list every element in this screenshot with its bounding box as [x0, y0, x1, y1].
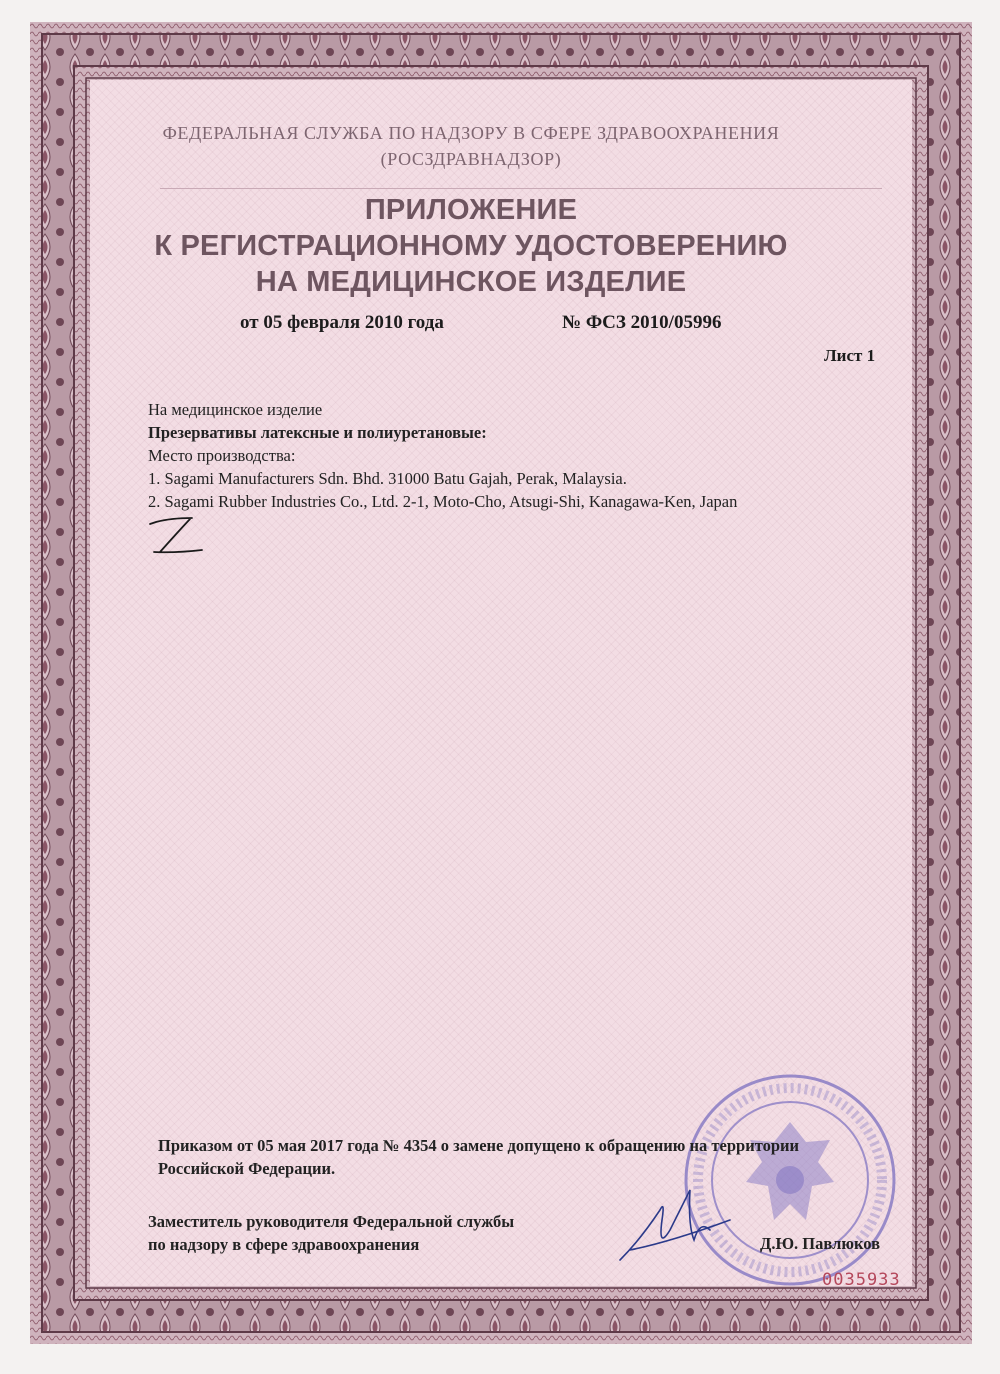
registration-number: № ФСЗ 2010/05996: [562, 312, 722, 333]
site-2: 2. Sagami Rubber Industries Co., Ltd. 2-1, Moto-Cho, Atsugi-Shi, Kanagawa-Ken, Japan: [148, 492, 738, 511]
agency-header: [60, 120, 882, 172]
order-line-2: Российской Федерации.: [158, 1159, 336, 1178]
agency-abbreviation: (РОСЗДРАВНАДЗОР): [380, 149, 562, 169]
intro-text: На медицинское изделие: [148, 400, 323, 419]
place-label: Место производства:: [148, 446, 296, 465]
handwritten-z-mark: [146, 512, 206, 562]
registration-line: [240, 312, 820, 334]
site-1: 1. Sagami Manufacturers Sdn. Bhd. 31000 Batu Gajah, Perak, Malaysia.: [148, 469, 627, 488]
header-divider: [160, 188, 882, 189]
order-note: [158, 1134, 898, 1180]
signature: [610, 1180, 740, 1270]
order-line-1: Приказом от 05 мая 2017 года № 4354 о замене допущено к обращению на территории: [158, 1136, 800, 1155]
signatory-position: [148, 1210, 608, 1256]
agency-name: ФЕДЕРАЛЬНАЯ СЛУЖБА ПО НАДЗОРУ В СФЕРЕ ЗДРАВООХРАНЕНИЯ: [162, 123, 780, 143]
document-title: [60, 192, 882, 300]
title-line-2: К РЕГИСТРАЦИОННОМУ УДОСТОВЕРЕНИЮ: [154, 230, 788, 262]
signatory-name: Д.Ю. Павлюков: [760, 1234, 880, 1253]
product-name: Презервативы латексные и полиуретановые:: [148, 423, 487, 442]
title-line-3: НА МЕДИЦИНСКОЕ ИЗДЕЛИЕ: [255, 266, 687, 298]
product-description: [148, 398, 888, 513]
sheet-number: Лист 1: [824, 346, 876, 365]
serial-number: 0035933: [822, 1270, 901, 1290]
registration-date: от 05 февраля 2010 года: [240, 312, 444, 333]
position-line-1: Заместитель руководителя Федеральной службы: [148, 1212, 515, 1231]
title-line-1: ПРИЛОЖЕНИЕ: [364, 194, 578, 226]
position-line-2: по надзору в сфере здравоохранения: [148, 1235, 420, 1254]
